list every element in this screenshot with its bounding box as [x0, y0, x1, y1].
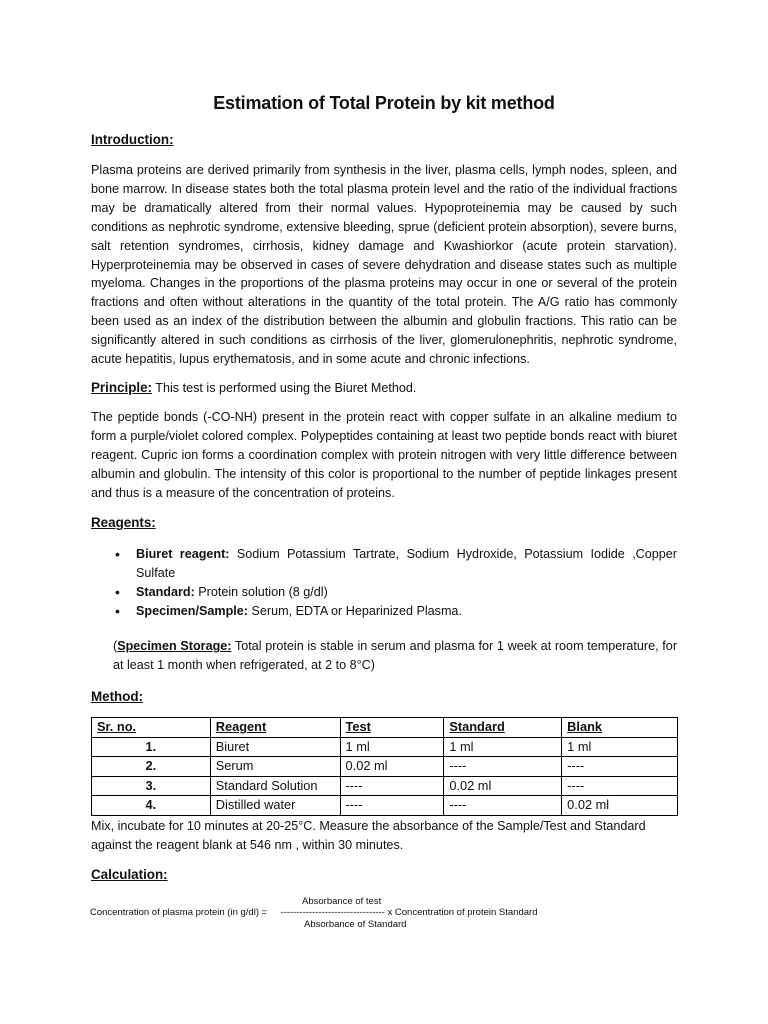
- introduction-text: Plasma proteins are derived primarily from synthesis in the liver, plasma cells, lymph nodes, spleen, and bone marrow. In disease states both the total plasma protein level and the ratio of the individual fractions may be dramatically altered from their normal values. Hypoproteinemia may be caused by such conditions as nephrotic syndrome, extensive bleeding, sprue (deficient protein absorption), severe burns, salt retention syndromes, cirrhosis, kidney damage and Kwashiorkor (acute protein starvation). Hyperproteinemia may be observed in cases of severe dehydration and disease states such as multiple myeloma. Changes in the proportions of the plasma proteins may occur in one or several of the protein fractions and often without alterations in the quantity of the total protein. The A/G ratio has commonly been used as an index of the distribution between the albumin and globulin fractions. This ratio can be significantly altered in such conditions as cirrhosis of the liver, glomerulonephritis, nephrotic syndrome, acute hepatitis, lupus erythematosis, and in some acute and chronic infections.: [91, 163, 677, 367]
- table-cell: 1 ml: [444, 737, 562, 757]
- column-header: Sr. no.: [92, 718, 211, 738]
- reagent-item: • Standard: Protein solution (8 g/dl): [115, 584, 328, 600]
- calc-lhs: Concentration of plasma protein (in g/dl) =: [90, 907, 268, 918]
- table-cell: ----: [562, 776, 678, 796]
- bullet-icon: •: [115, 603, 120, 619]
- table-cell: 2.: [92, 757, 211, 777]
- specimen-storage: (Specimen Storage: Total protein is stable in serum and plasma for 1 week at room temperature, for at least 1 month when refrigerated, at 2 to 8°C): [113, 639, 678, 672]
- table-cell: 1 ml: [562, 737, 678, 757]
- reagent-item: • Biuret reagent: Sodium Potassium Tartrate, Sodium Hydroxide, Potassium Iodide ,Copper Sulfate: [115, 546, 677, 580]
- table-cell: Serum: [210, 757, 340, 777]
- table-cell: Distilled water: [210, 796, 340, 816]
- calculation-heading-wrap: [91, 866, 677, 884]
- calc-denominator: Absorbance of Standard: [304, 919, 407, 930]
- table-cell: 0.02 ml: [444, 776, 562, 796]
- calc-fraction-bar: ---------------------------------: [280, 907, 385, 918]
- principle-text: The peptide bonds (-CO-NH) present in the protein react with copper sulfate in an alkaline medium to form a purple/violet colored complex. Polypeptides containing at least two peptide bonds react with biuret reagent. Cupric ion forms a coordination complex with protein nitrogen with very little difference between albumin and globulin. The intensity of this color is proportional to the number of peptide linkages present and thus is a measure of the concentration of proteins.: [91, 410, 677, 500]
- table-cell: Standard Solution: [210, 776, 340, 796]
- table-cell: Biuret: [210, 737, 340, 757]
- table-cell: ----: [340, 796, 444, 816]
- bullet-icon: •: [115, 546, 120, 562]
- principle-line: [91, 379, 677, 398]
- table-row: [92, 737, 678, 757]
- table-row: [92, 796, 678, 816]
- reagent-item: • Specimen/Sample: Serum, EDTA or Heparinized Plasma.: [115, 603, 462, 619]
- method-heading: Method:: [91, 689, 144, 704]
- column-header: Test: [340, 718, 444, 738]
- bullet-icon: •: [115, 584, 120, 600]
- page-title: Estimation of Total Protein by kit method: [213, 93, 555, 113]
- method-table-wrap: [91, 717, 677, 816]
- table-cell: ----: [340, 776, 444, 796]
- column-header: Blank: [562, 718, 678, 738]
- table-cell: 0.02 ml: [340, 757, 444, 777]
- table-cell: 1 ml: [340, 737, 444, 757]
- table-cell: 0.02 ml: [562, 796, 678, 816]
- calculation-heading: Calculation:: [91, 867, 168, 882]
- specimen-storage-label: Specimen Storage:: [117, 639, 232, 653]
- table-cell: 1.: [92, 737, 211, 757]
- calc-times: x: [387, 907, 393, 918]
- principle-lead: This test is performed using the Biuret Method.: [152, 381, 417, 395]
- table-cell: ----: [444, 796, 562, 816]
- calc-numerator: Absorbance of test: [302, 896, 382, 907]
- principle-heading: Principle:: [91, 380, 153, 395]
- table-cell: ----: [444, 757, 562, 777]
- reagents-list: [91, 545, 677, 621]
- introduction-heading: Introduction:: [91, 132, 174, 147]
- table-row: [92, 757, 678, 777]
- table-row: [92, 776, 678, 796]
- table-cell: 3.: [92, 776, 211, 796]
- table-cell: 4.: [92, 796, 211, 816]
- column-header: Reagent: [210, 718, 340, 738]
- method-table: [91, 717, 678, 816]
- calc-rhs: Concentration of protein Standard: [394, 907, 538, 918]
- calc-formula: [90, 907, 537, 918]
- reagents-heading: Reagents:: [91, 515, 156, 530]
- table-header-row: [92, 718, 678, 738]
- method-note: Mix, incubate for 10 minutes at 20-25°C. Measure the absorbance of the Sample/Test and Standard against the reagent blank at 546 nm , within 30 minutes.: [91, 819, 646, 852]
- table-cell: ----: [562, 757, 678, 777]
- column-header: Standard: [444, 718, 562, 738]
